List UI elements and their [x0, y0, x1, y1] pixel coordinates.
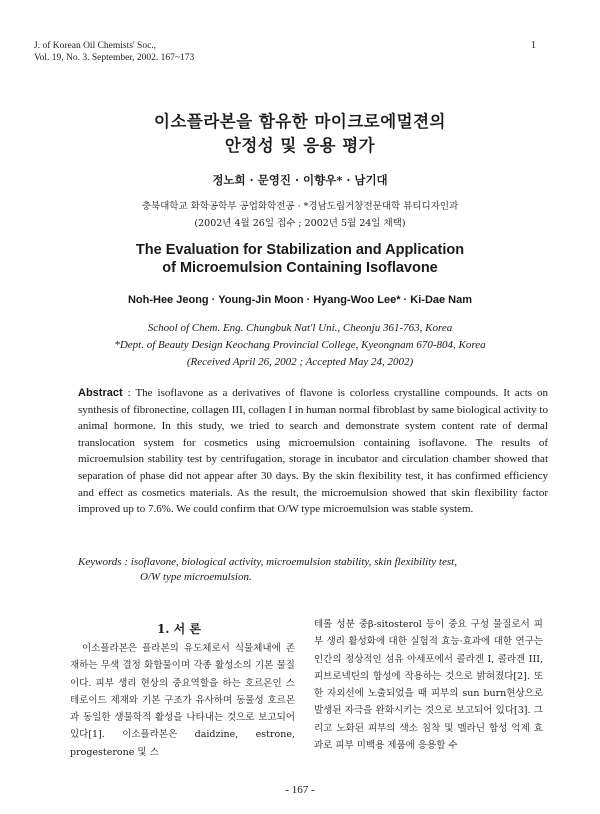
abstract [78, 385, 548, 518]
body-column-right [314, 616, 543, 754]
section-heading: 1. 서 론 [156, 622, 202, 636]
abstract-text: : The isoflavone as a derivatives of flavone is colorless crystalline compounds. It acts on synthesis of fibronectine, collagen III, collagen I in human normal fibroblast by same biological activity to animal hormone. In this study, we tried to search and demonstrate system content rate of dermal translocation system for cosmetics using microemulsion containing isoflavone. The results of microemulsion stability test by centrifugation, storage in incubator and circulation chamber showed that separation of phase did not appear after 30 days. By the skin flexibility test, it has confirmed efficiency and effect as cosmetics materials. As the result, the microemulsion showed that skin flexibility factor improved up to 7.6%. We could confirm that O/W type microemulsion was stable system. [78, 387, 549, 516]
keywords [78, 555, 548, 585]
journal-citation [34, 40, 194, 64]
keywords-label: Keywords [78, 556, 122, 568]
journal-name: J. of Korean Oil Chemists' Soc., [34, 41, 157, 51]
body-paragraph-left: 이소플라본은 플라본의 유도체로서 식물체내에 존재하는 무색 결정 화합물이며 각종 활성소의 기본 물질이다. 피부 생리 현상의 중요역할을 하는 호르몬인 스테로이드 제재와 기본 구조가 유사하며 동물성 호르몬과 동일한 생물학적 활성을 나타내는 것으로 보고되어 있다[1]. 이소플라본은 daidzine, estrone, progesterone 및 스 [70, 643, 295, 758]
english-authors: Noh-Hee Jeong · Young-Jin Moon · Hyang-Woo Lee* · Ki-Dae Nam [127, 294, 473, 306]
korean-affiliation: 충북대학교 화학공학부 공업화학전공 · *경남도립거창전문대학 뷰티디자인과 [141, 201, 459, 212]
korean-title-line2: 안정성 및 응용 평가 [224, 136, 376, 155]
english-affiliation-1: School of Chem. Eng. Chungbuk Nat'l Uni., Cheonju 361-763, Korea [147, 322, 453, 334]
footer-page-number: - 167 - [285, 784, 315, 796]
korean-authors: 정노희 · 문영진 · 이향우* · 남기대 [212, 173, 388, 187]
body-paragraph-right: 테롤 성분 중β-sitosterol 등이 중요 구성 물질로서 피부 생리 활성화에 대한 실험적 효능·효과에 대한 연구는 인간의 정상적인 섬유 아세포에서 콜라겐 I, 콜라겐 III, 피브로넥틴의 합성에 작용하는 것으로 밝혀졌다[2]. 또한 자외선에 노출되었을 때 피부의 sun burn현상으로 발생된 자극을 완화시키는 것으로 보고되어 있다[3]. 그리고 노화된 피부의 색소 침착 및 멜라닌 합성 억제 효과로 피부 미백용 제품에 응용할 수 [314, 619, 543, 752]
korean-title-line1: 이소플라본을 함유한 마이크로에멀젼의 [154, 112, 446, 131]
korean-dates: (2002년 4월 26일 접수 ; 2002년 5월 24일 채택) [194, 218, 406, 229]
english-title-line1: The Evaluation for Stabilization and Application [135, 242, 465, 258]
keywords-line1: : isoflavone, biological activity, microemulsion stability, skin flexibility test, [124, 556, 457, 568]
received-accepted-dates: (Received April 26, 2002 ; Accepted May 24, 2002) [186, 356, 414, 368]
page-number: 1 [531, 40, 536, 51]
journal-volume: Vol. 19, No. 3. September, 2002. 167~173 [34, 53, 195, 63]
body-column-left [70, 640, 295, 761]
english-title-line2: of Microemulsion Containing Isoflavone [162, 260, 438, 276]
keywords-line2: O/W type microemulsion. [140, 571, 252, 583]
english-affiliation-2: *Dept. of Beauty Design Keochang Provincial College, Kyeongnam 670-804, Korea [114, 339, 486, 351]
abstract-label: Abstract [78, 387, 123, 399]
